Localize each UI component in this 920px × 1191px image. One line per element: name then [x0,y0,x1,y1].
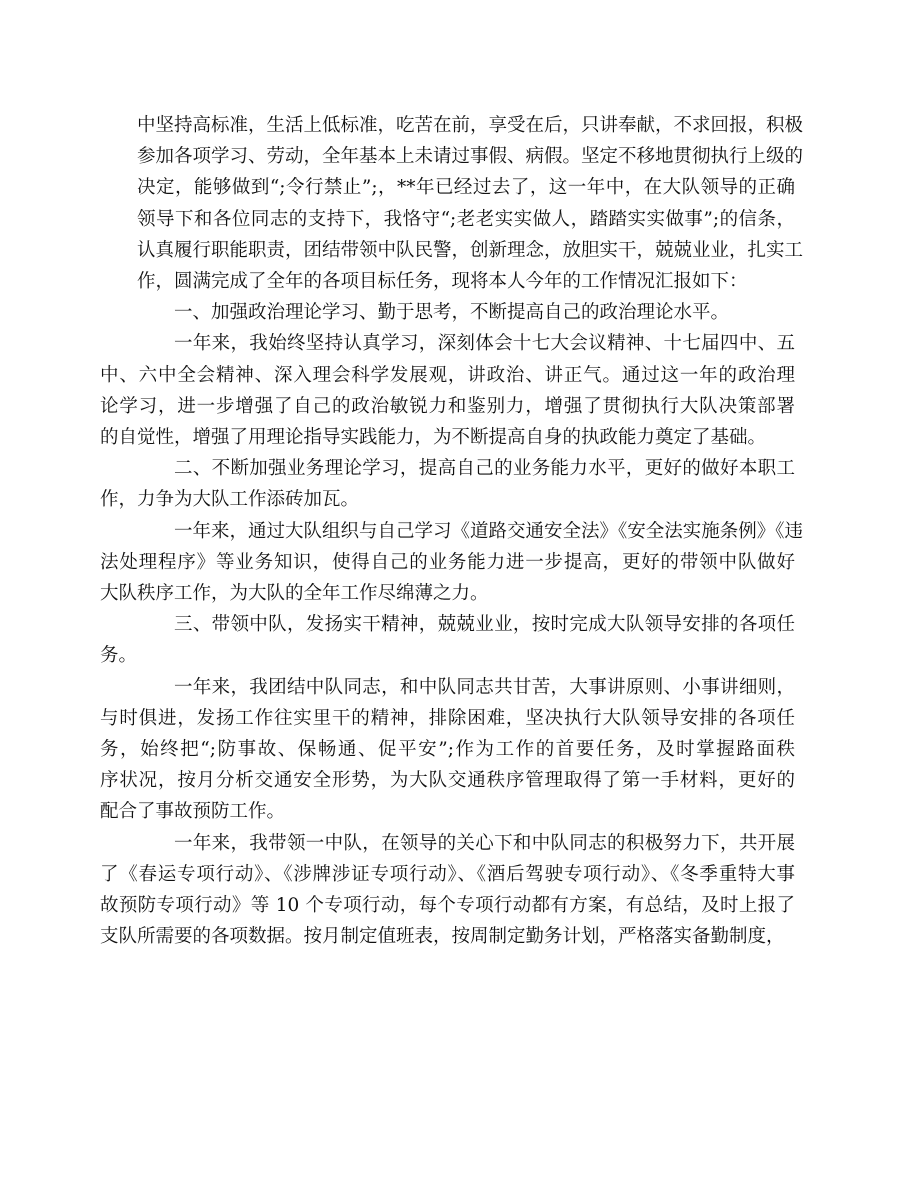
text-line: 一年来，我带领一中队，在领导的关心下和中队同志的积极努力下，共开展 [174,832,795,854]
text-line: 三、带领中队，发扬实干精神，兢兢业业，按时完成大队领导安排的各项任 [174,614,795,636]
text-line: 领导下和各位同志的支持下，我恪守“;老老实实做人，踏踏实实做事”;的信条， [137,208,795,230]
text-line: 一年来，我始终坚持认真学习，深刻体会十七大会议精神、十七届四中、五 [174,333,795,355]
text-line: 一年来，通过大队组织与自己学习《道路交通安全法》《安全法实施条例》《违 [174,520,804,542]
text-line: 作，圆满完成了全年的各项目标任务，现将本人今年的工作情况汇报如下： [137,271,748,293]
text-line: 了《春运专项行动》、《涉牌涉证专项行动》、《酒后驾驶专项行动》、《冬季重特大事 [100,863,795,885]
text-line: 中、六中全会精神、深入理会科学发展观，讲政治、讲正气。通过这一年的政治理 [100,364,795,386]
text-line: 二、不断加强业务理论学习，提高自己的业务能力水平，更好的做好本职工 [174,458,795,480]
text-line: 务，始终把“;防事故、保畅通、促平安”;作为工作的首要任务，及时掌握路面秩 [100,739,795,761]
paragraph-p4 [100,453,795,515]
text-line: 与时俱进，发扬工作往实里干的精神，排除困难，坚决执行大队领导安排的各项任 [100,707,795,729]
paragraph-p3 [100,328,795,453]
paragraph-p1 [137,110,804,297]
text-line: 法处理程序》等业务知识，使得自己的业务能力进一步提高，更好的带领中队做好 [100,551,795,573]
paragraph-p8 [100,828,795,953]
text-line: 序状况，按月分析交通安全形势，为大队交通秩序管理取得了第一手材料，更好的 [100,770,795,792]
text-line: 务。 [100,645,138,667]
text-line: 故预防专项行动》等 10 个专项行动，每个专项行动都有方案，有总结，及时上报了 [100,895,795,917]
paragraph-p2 [137,297,795,328]
text-line: 的自觉性，增强了用理论指导实践能力，为不断提高自身的执政能力奠定了基础。 [100,427,767,449]
text-line: 一、加强政治理论学习、勤于思考，不断提高自己的政治理论水平。 [174,302,730,324]
text-line: 决定，能够做到“;令行禁止”;，**年已经过去了，这一年中，在大队领导的正确 [137,177,795,199]
text-line: 论学习，进一步增强了自己的政治敏锐力和鉴别力，增强了贯彻执行大队决策部署 [100,395,795,417]
text-line: 中坚持高标准，生活上低标准，吃苦在前，享受在后，只讲奉献，不求回报，积极 [137,115,804,136]
document-body [100,110,804,952]
paragraph-p6 [100,609,795,671]
paragraph-p7 [100,672,795,828]
text-line: 认真履行职能职责，团结带领中队民警，创新理念，放胆实干，兢兢业业，扎实工 [137,239,804,261]
text-line: 一年来，我团结中队同志，和中队同志共甘苦，大事讲原则、小事讲细则， [174,676,795,698]
text-line: 支队所需要的各项数据。按月制定值班表，按周制定勤务计划，严格落实备勤制度， [100,926,785,948]
text-line: 参加各项学习、劳动，全年基本上未请过事假、病假。坚定不移地贯彻执行上级的 [137,146,804,168]
text-line: 大队秩序工作，为大队的全年工作尽绵薄之力。 [100,583,489,605]
paragraph-p5 [100,516,804,610]
text-line: 作，力争为大队工作添砖加瓦。 [100,489,360,511]
text-line: 配合了事故预防工作。 [100,801,286,823]
